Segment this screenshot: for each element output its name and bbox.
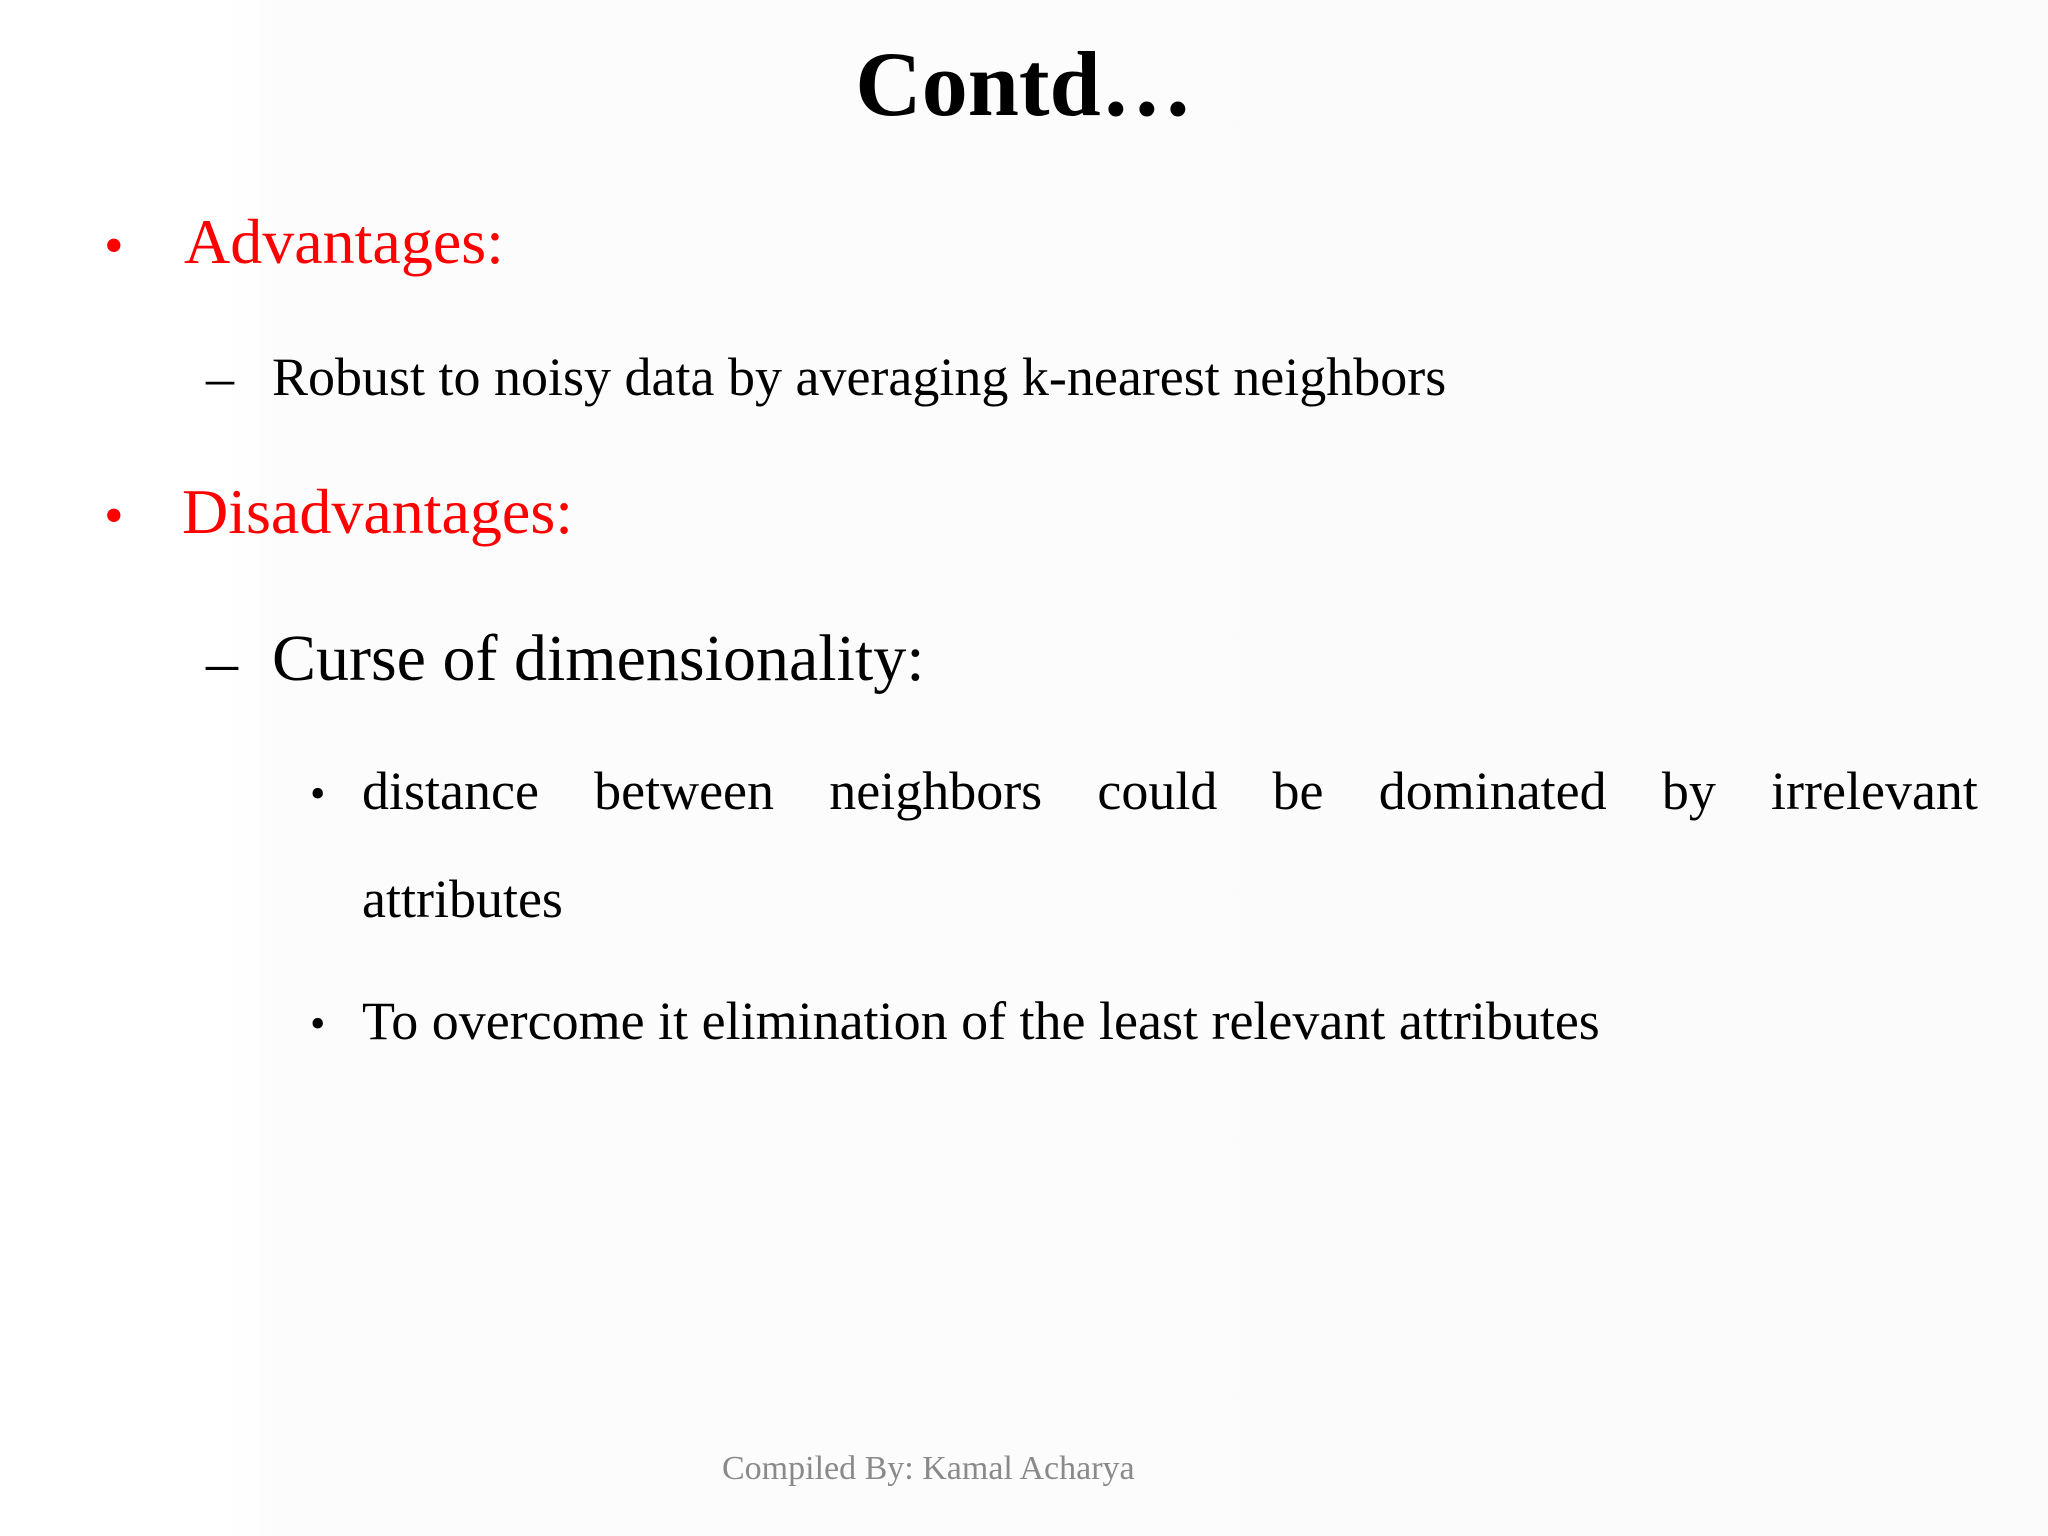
sub-bullet-1: •: [310, 769, 326, 818]
sub-bullet-2: •: [310, 999, 326, 1048]
word: neighbors: [829, 761, 1043, 821]
advantages-heading: Advantages:: [184, 206, 504, 277]
advantages-bullet: •: [104, 215, 124, 277]
advantage-item: Robust to noisy data by averaging k-nearest neighbors: [272, 347, 1447, 407]
disadvantages-dash: –: [206, 626, 238, 697]
sub-point-1-continuation: attributes: [362, 869, 563, 929]
word: could: [1097, 761, 1218, 821]
sub-point-2: To overcome it elimination of the least relevant attributes: [362, 991, 1600, 1051]
footer-credit: Compiled By: Kamal Acharya: [722, 1450, 1135, 1487]
word: be: [1272, 761, 1324, 821]
word: between: [594, 761, 775, 821]
word: distance: [362, 761, 539, 821]
disadvantages-heading: Disadvantages:: [182, 476, 573, 547]
advantages-dash: –: [206, 347, 234, 409]
word: irrelevant: [1771, 761, 1978, 821]
word: by: [1661, 761, 1716, 821]
disadvantages-bullet: •: [104, 485, 124, 547]
word: dominated: [1378, 761, 1607, 821]
sub-point-1-line: [362, 761, 1978, 821]
slide-title: Contd…: [855, 33, 1193, 135]
curse-of-dimensionality-heading: Curse of dimensionality:: [272, 622, 925, 695]
